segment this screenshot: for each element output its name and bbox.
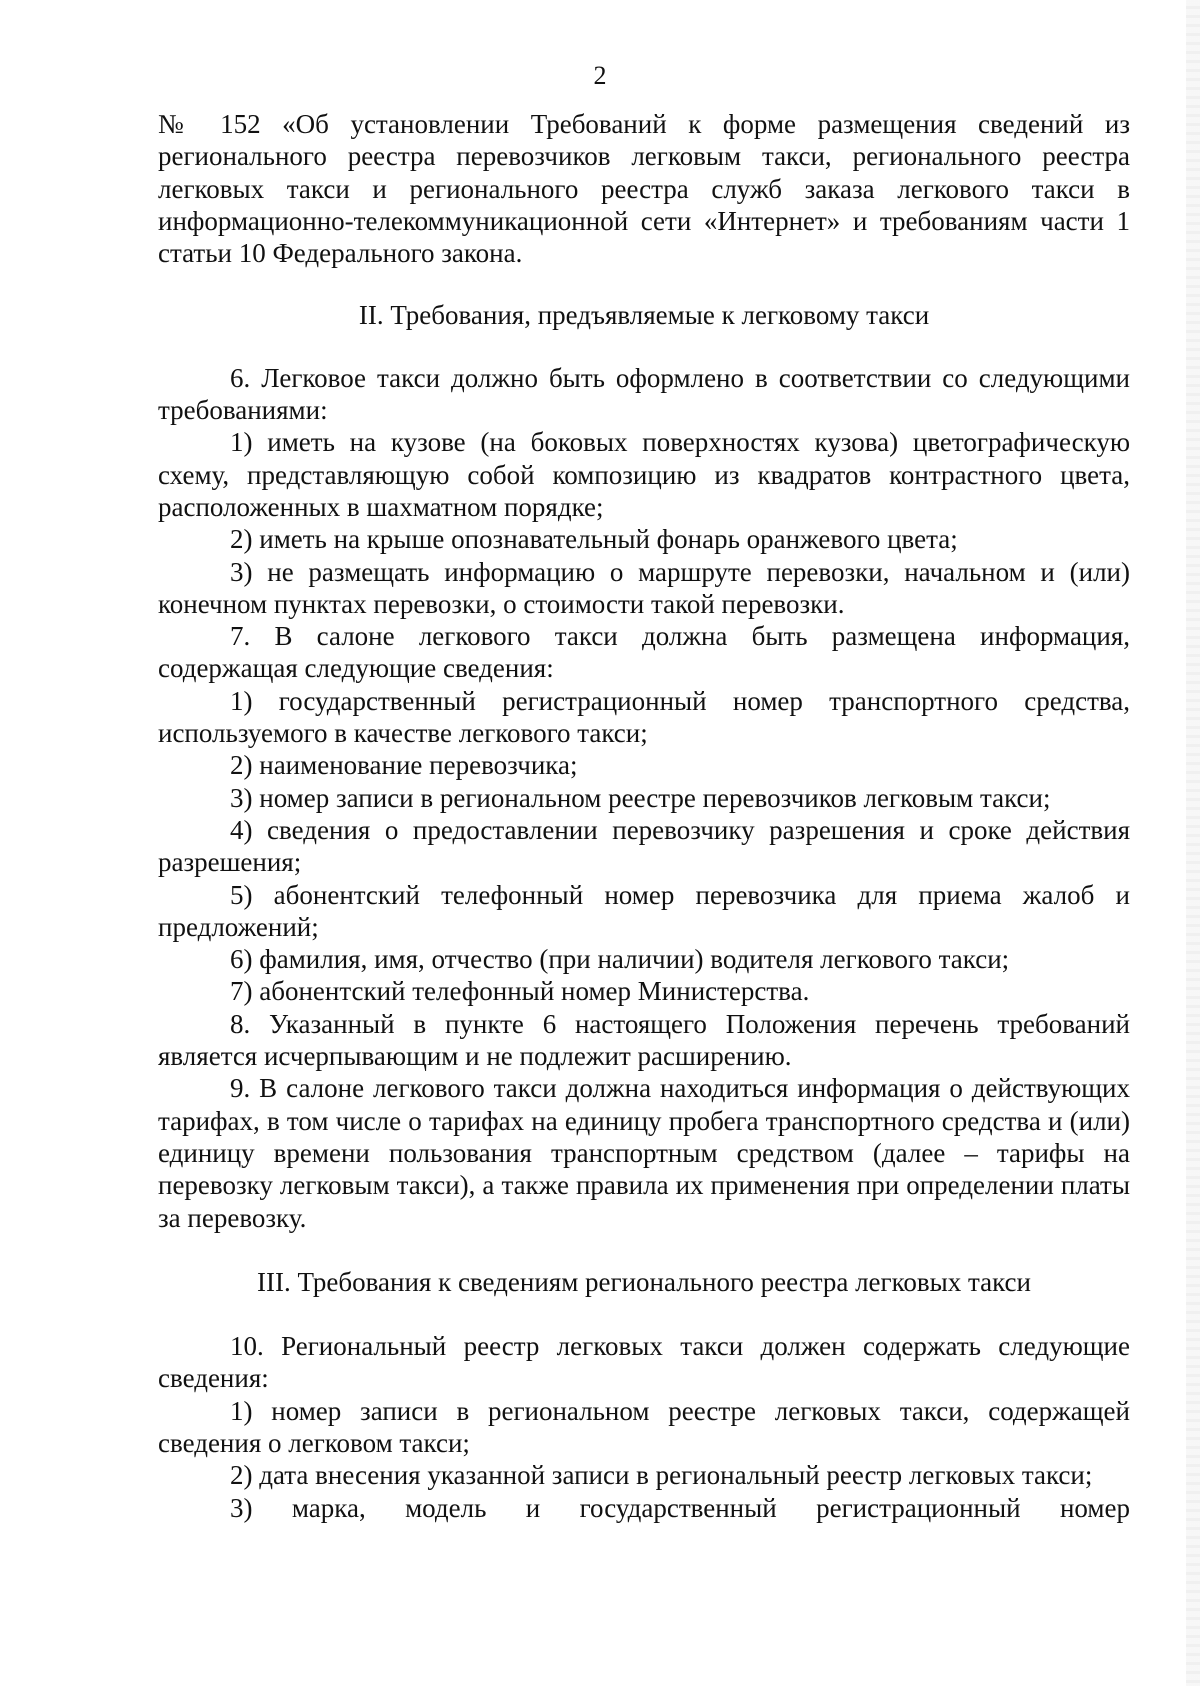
document-body [158,108,1130,1524]
paragraph-7: 7. В салоне легкового такси должна быть размещена информация, содержащая следующие сведения: [158,621,1130,684]
list-item-6-2: 2) иметь на крыше опознавательный фонарь оранжевого цвета; [230,524,958,555]
list-item-7-2: 2) наименование перевозчика; [230,750,578,781]
list-item-6-1: 1) иметь на кузове (на боковых поверхностях кузова) цветографическую схему, представляющую собой композицию из квадратов контрастного цвета, расположенных в шахматном порядке; [158,427,1130,522]
paragraph-continuation: № 152 «Об установлении Требований к форме размещения сведений из регионального реестра перевозчиков легковым такси, регионального реестра легковых такси и регионального реестра служб заказа легкового такси в информационно-телекоммуникационной сети «Интернет» и требованиям части 1 статьи 10 Федерального закона. [158,109,1130,269]
section-heading-3: III. Требования к сведениям регионального реестра легковых такси [256,1266,1031,1297]
list-item-7-3: 3) номер записи в региональном реестре перевозчиков легковым такси; [230,782,1051,813]
paragraph-6: 6. Легковое такси должно быть оформлено в соответствии со следующими требованиями: [158,362,1130,426]
list-item-7-4: 4) сведения о предоставлении перевозчику разрешения и сроке действия разрешения; [158,814,1130,878]
list-item-7-5: 5) абонентский телефонный номер перевозчика для приема жалоб и предложений; [158,879,1130,942]
paragraph-8: 8. Указанный в пункте 6 настоящего Положения перечень требований является исчерпывающим и не подлежит расширению. [158,1008,1130,1072]
list-item-7-1: 1) государственный регистрационный номер транспортного средства, используемого в качестве легкового такси; [158,685,1130,749]
list-item-10-3: 3) марка, модель и государственный регистрационный номер [230,1492,1130,1523]
list-item-7-6: 6) фамилия, имя, отчество (при наличии) водителя легкового такси; [230,944,1010,975]
page-number: 2 [593,61,607,90]
scan-edge-artifact [1186,0,1200,1686]
list-item-7-7: 7) абонентский телефонный номер Министерства. [230,976,810,1007]
paragraph-9: 9. В салоне легкового такси должна находиться информация о действующих тарифах, в том числе о тарифах на единицу пробега транспортного средства и (или) единицу времени пользования транспортным средством (далее – тарифы на перевозку легковым такси), а также правила их применения при определении платы за перевозку. [158,1073,1130,1233]
paragraph-10: 10. Региональный реестр легковых такси должен содержать следующие сведения: [158,1331,1130,1394]
section-heading-2: II. Требования, предъявляемые к легковому такси [358,300,930,331]
list-item-10-2: 2) дата внесения указанной записи в региональный реестр легковых такси; [230,1460,1093,1491]
list-item-6-3: 3) не размещать информацию о маршруте перевозки, начальном и (или) конечном пунктах перевозки, о стоимости такой перевозки. [158,556,1130,619]
list-item-10-1: 1) номер записи в региональном реестре легковых такси, содержащей сведения о легковом такси; [158,1395,1130,1458]
